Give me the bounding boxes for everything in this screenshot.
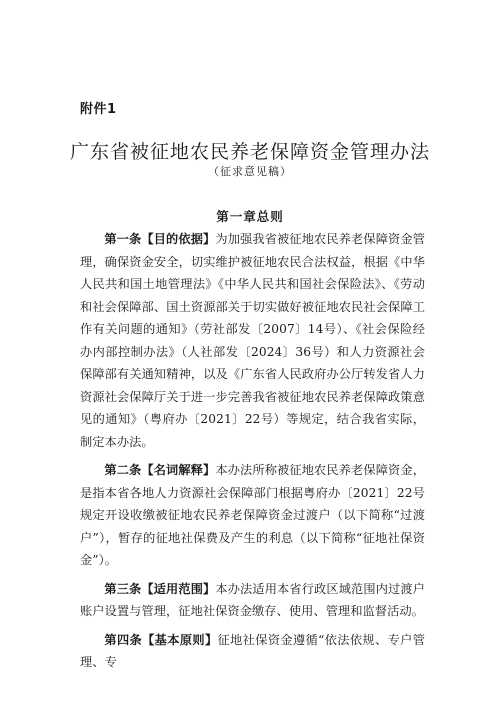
chapter-title: 第一章总则 [216,209,284,224]
article-paragraph [80,228,425,453]
document-body [80,228,425,680]
article-text: 为加强我省被征地农民养老保障资金管理，确保资金安全，切实维护被征地农民合法权益，根据《中华人民共和国土地管理法》《中华人民共和国社会保险法》、《劳动和社会保障部、国土资源部关于切实做好被征地农民社会保障工作有关问题的通知》（劳社部发〔2007〕14号）、《社会保险经办内部控制办法》（人社部发〔2024〕36号）和人力资源社会保障部有关通知精神，以及《广东省人民政府办公厅转发省人力资源社会保障厅关于进一步完善我省被征地农民养老保障政策意见的通知》（粤府办〔2021〕22号）等规定，结合我省实际，制定本办法。 [80,232,425,449]
article-paragraph [80,629,425,674]
article-heading: 第一条【目的依据】 [104,232,216,246]
document-subtitle: （征求意见稿） [208,165,292,178]
article-text: 征地社保资金遵循“依法依规、专户管理、专 [80,632,425,669]
document-title: 广东省被征地农民养老保障资金管理办法 [69,141,430,163]
article-paragraph [80,459,425,572]
article-heading: 第四条【基本原则】 [104,632,218,647]
attachment-label: 附件1 [80,102,117,117]
article-text: 本办法适用本省行政区域范围内过渡户账户设置与管理，征地社保资金缴存、使用、管理和监督活动。 [80,581,425,618]
article-text: 本办法所称被征地农民养老保障资金，是指本省各地人力资源社会保障部门根据粤府办〔2021〕22号规定开设收缴被征地农民养老保障资金过渡户（以下简称“过渡户”），暂存的征地社保费及产生的利息（以下简称“征地社保资金”）。 [80,463,425,567]
article-heading: 第二条【名词解释】 [104,463,216,477]
article-heading: 第三条【适用范围】 [104,581,216,596]
article-paragraph [80,578,425,623]
